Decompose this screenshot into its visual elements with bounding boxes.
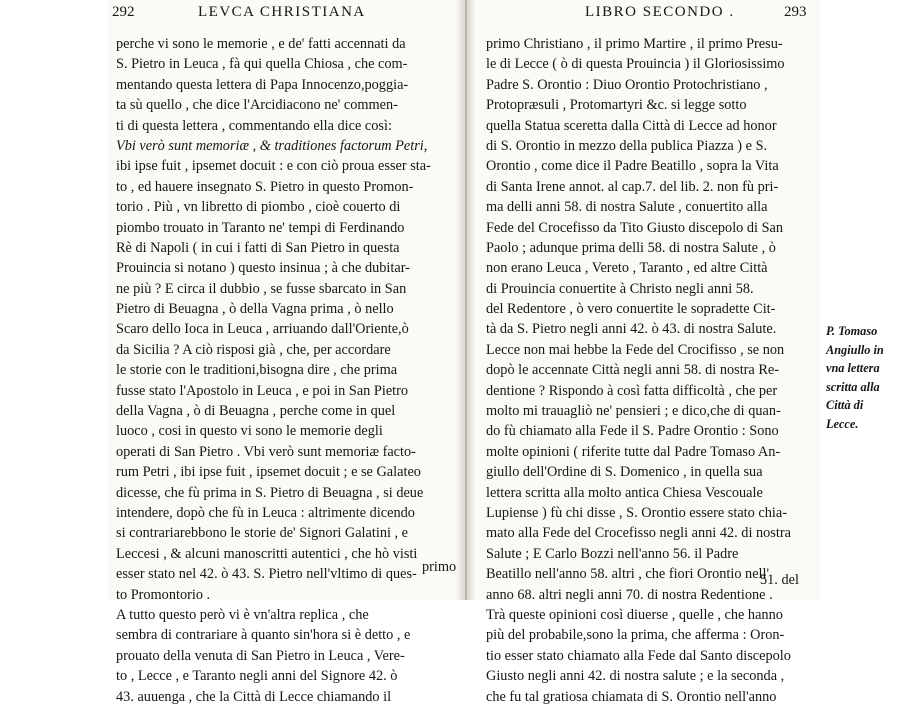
- text-line: ti di questa lettera , commentando ella dice così:: [116, 117, 392, 134]
- text-line: to , Lecce , e Taranto negli anni del Signore 42. ò: [116, 668, 398, 685]
- text-line: luoco , cosi in questo vi sono le memorie degli: [116, 423, 383, 440]
- left-page-number: 292: [112, 4, 135, 20]
- text-line: mentando questa lettera di Papa Innocenzo,poggia-: [116, 76, 409, 93]
- text-line: primo Christiano , il primo Martire , il primo Presu-: [486, 36, 783, 52]
- text-line: ibi ipse fuit , ipsemet docuit : e con ciò proua esser sta-: [116, 158, 431, 175]
- text-line: ta sù quello , che dice l'Arcidiacono ne' commen-: [116, 97, 398, 114]
- text-line: molte opinioni ( riferite tutte dal Padre Tomaso An-: [486, 443, 781, 460]
- text-line: S. Pietro in Leuca , fà qui quella Chiosa , che com-: [116, 56, 408, 73]
- text-line: Paolo ; adunque prima delli 58. di nostra Salute , ò: [486, 239, 776, 256]
- text-line: ma delli anni 58. di nostra Salute , conuertito alla: [486, 199, 768, 216]
- left-running-head: LEVCA CHRISTIANA: [198, 4, 366, 20]
- left-catchword: primo: [422, 559, 457, 575]
- text-line: di S. Orontio in mezzo della publica Piazza ) e S.: [486, 137, 768, 154]
- right-catchword: 51. del: [760, 572, 799, 588]
- text-line: Lupiense ) fù chi disse , S. Orontio essere stato chia-: [486, 504, 787, 521]
- text-line: del Redentore , ò vero conuertite le sopradette Cit-: [486, 301, 776, 318]
- text-line: Pietro di Beuagna , ò della Vagna prima , ò nello: [116, 301, 394, 318]
- right-running-head: LIBRO SECONDO .: [585, 4, 735, 20]
- text-line: da Sicilia ? A ciò risposi già , che, per accordare: [116, 341, 391, 358]
- text-line: intendere, dopò che fù in Leuca : altrimente dicendo: [116, 504, 415, 521]
- text-line: perche vi sono le memorie , e de' fatti accennati da: [116, 36, 406, 52]
- text-line: tà da S. Pietro negli anni 42. ò 43. di nostra Salute.: [486, 321, 777, 338]
- text-line: do fù chiamato alla Fede il S. Padre Orontio : Sono: [486, 423, 779, 440]
- text-line: Rè di Napoli ( in cui i fatti di San Pietro in questa: [116, 239, 400, 256]
- text-line: A tutto questo però vi è vn'altra replica , che: [116, 606, 369, 623]
- text-line: giullo dell'Ordine di S. Domenico , in quella sua: [486, 464, 763, 481]
- text-line: si contrariarebbono le storie de' Signori Galatini , e: [116, 525, 409, 542]
- margin-note: [826, 322, 898, 434]
- margin-note-line: Città di: [826, 398, 864, 413]
- text-line: esser stato nel 42. ò 43. S. Pietro nell'vltimo di ques-: [116, 566, 417, 583]
- text-line: operati di San Pietro . Vbi verò sunt memoriæ facto-: [116, 443, 416, 460]
- text-line: Beatillo nell'anno 58. altri , che fiori Orontio nell': [486, 566, 770, 583]
- text-line: mato alla Fede del Crocefisso negli anni 42. di nostra: [486, 525, 791, 542]
- text-line: Lecce non mai hebbe la Fede del Crocifisso , se non: [486, 341, 785, 358]
- text-line: Vbi verò sunt memoriæ , & traditiones factorum Petri,: [116, 137, 428, 154]
- text-line: dopò le accennate Città negli anni 58. di nostra Re-: [486, 362, 779, 379]
- book-gutter: [456, 0, 476, 600]
- text-line: quella Statua sceretta dalla Città di Lecce ad honor: [486, 117, 777, 134]
- text-line: tio esser stato chiamato alla Fede dal Santo discepolo: [486, 647, 791, 664]
- text-line: della Vagna , ò di Beuagna , perche come in quel: [116, 403, 396, 420]
- margin-note-line: P. Tomaso: [826, 324, 878, 338]
- right-text-block: [486, 34, 820, 707]
- margin-note-line: vna lettera: [826, 361, 880, 376]
- text-line: to Promontorio .: [116, 586, 211, 603]
- text-line: ne più ? E circa il dubbio , se fusse sbarcato in San: [116, 280, 407, 297]
- text-line: torio . Più , vn libretto di piombo , cioè couerto di: [116, 199, 401, 216]
- text-line: dicesse, che fù prima in S. Pietro di Beuagna , si deue: [116, 484, 424, 501]
- text-line: molto mi trauagliò ne' pensieri ; e dico,che di quan-: [486, 403, 781, 420]
- text-line: Scaro dello Ioca in Leuca , arriuando dall'Oriente,ò: [116, 321, 409, 338]
- margin-note-line: Lecce.: [826, 416, 859, 431]
- text-line: fusse stato l'Apostolo in Leuca , e poi in San Pietro: [116, 382, 409, 399]
- text-line: Trà queste opinioni così diuerse , quelle , che hanno: [486, 606, 783, 623]
- text-line: Prouincia si notano ) questo insinua ; à che dubitar-: [116, 260, 410, 277]
- text-line: sembra di contrariare à quanto sin'hora si è detto , e: [116, 627, 411, 644]
- margin-note-line: Angiullo in: [826, 342, 884, 357]
- text-line: Giusto negli anni 42. di nostra salute ; e la seconda ,: [486, 668, 785, 685]
- text-line: le storie con le traditioni,bisogna dire , che prima: [116, 362, 398, 379]
- text-line: anno 68. altri negli anni 70. di nostra Redentione .: [486, 586, 773, 603]
- left-text-block: [116, 34, 456, 707]
- text-line: rum Petri , ibi ipse fuit , ipsemet docuit ; e se Galateo: [116, 464, 421, 481]
- text-line: Salute ; E Carlo Bozzi nell'anno 56. il Padre: [486, 545, 739, 562]
- text-line: di Santa Irene annot. al cap.7. del lib. 2. non fù pri-: [486, 178, 779, 195]
- text-line: Protopræsuli , Protomartyri &c. si legge sotto: [486, 97, 747, 114]
- text-line: lettera scritta alla molto antica Chiesa Vescouale: [486, 484, 763, 501]
- text-line: to , ed hauere insegnato S. Pietro in questo Promon-: [116, 178, 414, 195]
- text-line: dentione ? Rispondo à così fatta difficoltà , che per: [486, 382, 778, 399]
- text-line: non erano Leuca , Vereto , Taranto , ed altre Città: [486, 260, 768, 277]
- text-line: piombo trouato in Taranto ne' tempi di Ferdinando: [116, 219, 405, 236]
- text-line: Orontio , come dice il Padre Beatillo , sopra la Vita: [486, 158, 779, 175]
- text-line: Fede del Crocefisso da Tito Giusto discepolo di San: [486, 219, 784, 236]
- text-line: Leccesi , & alcuni manoscritti autentici , che hò visti: [116, 545, 418, 562]
- text-line: 43. auuenga , che la Città di Lecce chiamando il: [116, 688, 392, 705]
- text-line: prouato della venuta di San Pietro in Leuca , Vere-: [116, 647, 405, 664]
- text-line: le di Lecce ( ò di questa Prouincia ) il Gloriosissimo: [486, 56, 785, 73]
- text-line: di Prouincia conuertite à Christo negli anni 58.: [486, 280, 754, 297]
- text-line: Padre S. Orontio : Diuo Orontio Protochristiano ,: [486, 76, 768, 93]
- text-line: che fu tal gratiosa chiamata di S. Orontio nell'anno: [486, 688, 777, 705]
- right-page-number: 293: [784, 4, 807, 20]
- margin-note-line: scritta alla: [826, 379, 880, 394]
- text-line: più del probabile,sono la prima, che afferma : Oron-: [486, 627, 785, 644]
